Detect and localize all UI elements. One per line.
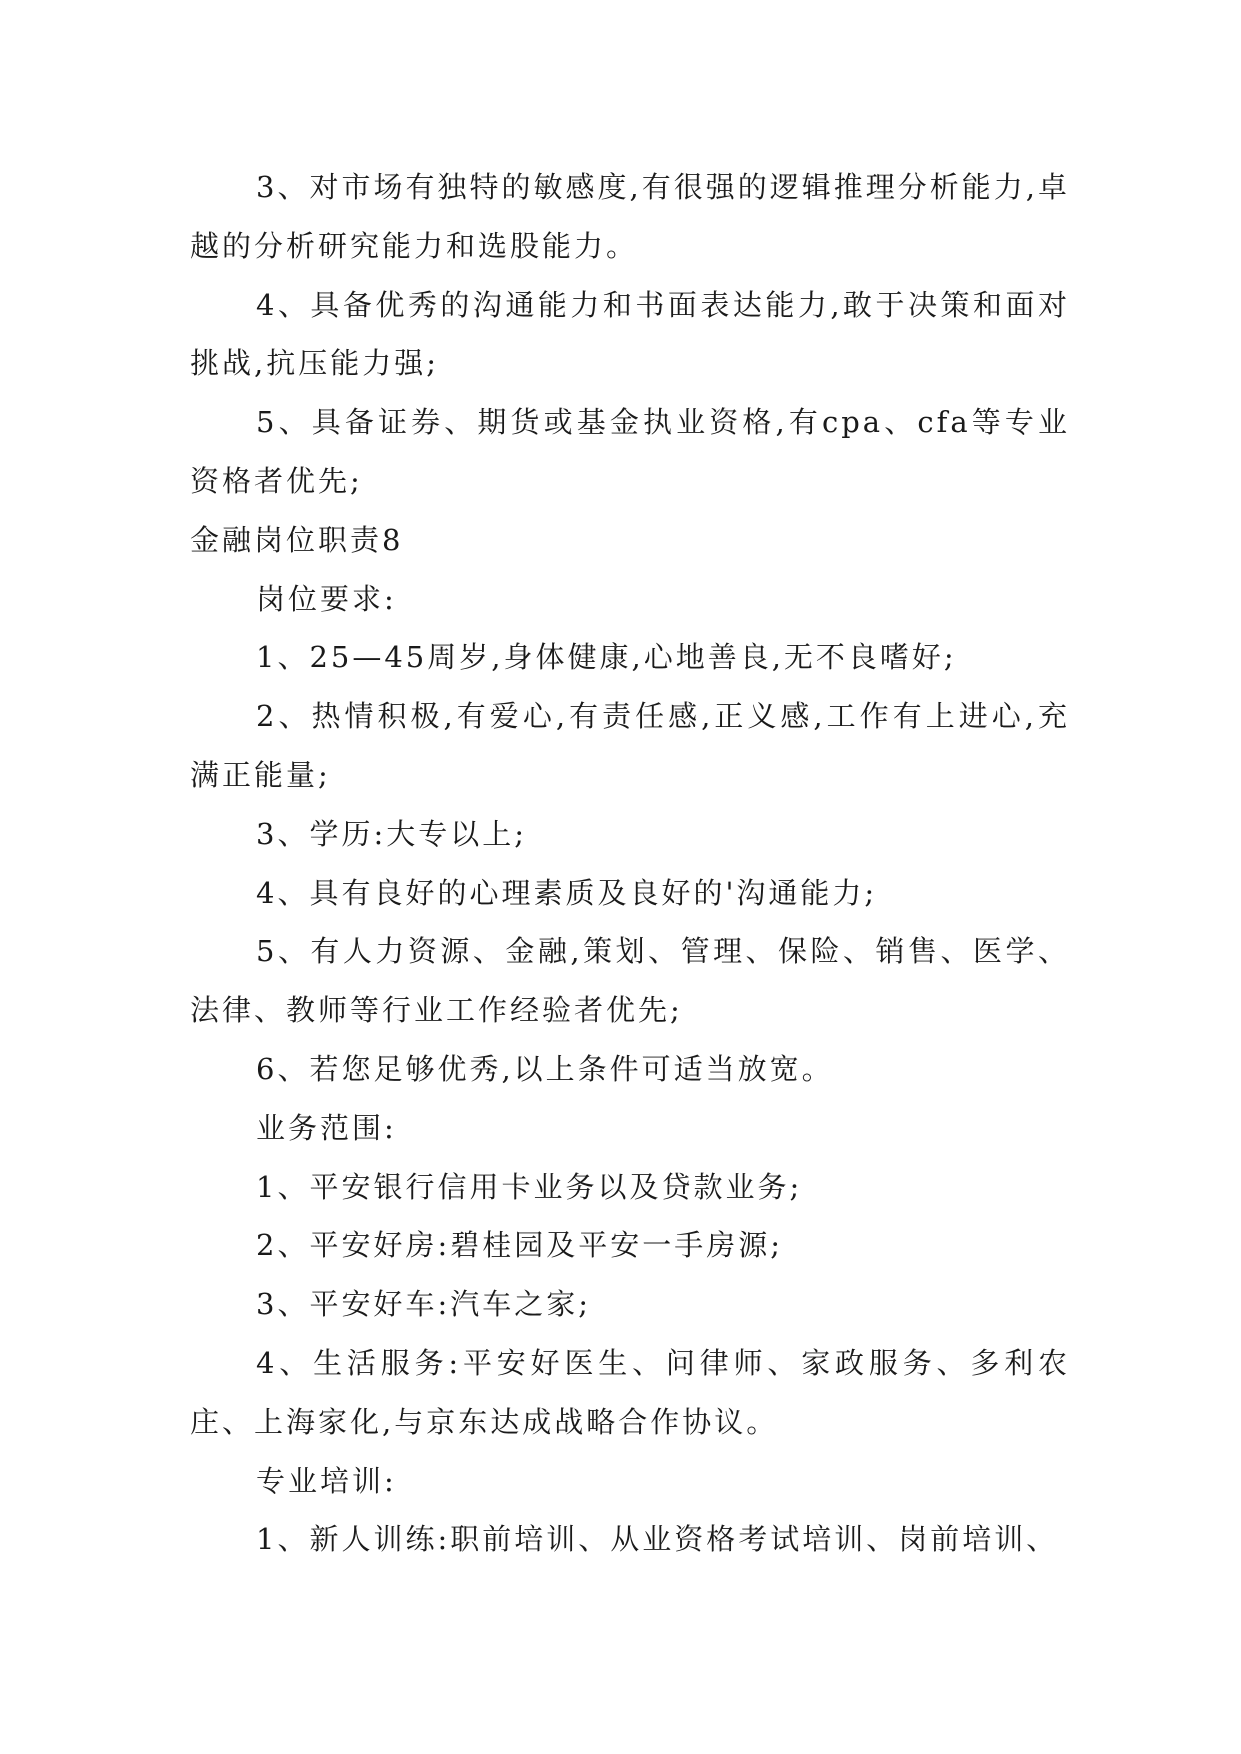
paragraph-psychological-quality: 4、具有良好的心理素质及良好的'沟通能力; bbox=[256, 875, 878, 910]
paragraph-market-sensitivity: 3、对市场有独特的敏感度,有很强的逻辑推理分析能力,卓越的分析研究能力和选股能力。 bbox=[190, 170, 1070, 263]
paragraph-enthusiasm: 2、热情积极,有爱心,有责任感,正义感,工作有上进心,充满正能量; bbox=[190, 699, 1070, 792]
subheading-business-scope: 业务范围: bbox=[256, 1110, 397, 1145]
subheading-professional-training: 专业培训: bbox=[256, 1463, 397, 1498]
paragraph-education: 3、学历:大专以上; bbox=[256, 816, 527, 851]
paragraph-age-health: 1、25—45周岁,身体健康,心地善良,无不良嗜好; bbox=[256, 640, 957, 675]
paragraph-newcomer-training: 1、新人训练:职前培训、从业资格考试培训、岗前培训、 bbox=[256, 1522, 1059, 1557]
paragraph-ping-an-car: 3、平安好车:汽车之家; bbox=[256, 1287, 591, 1322]
subheading-job-requirements: 岗位要求: bbox=[256, 581, 397, 616]
paragraph-communication-skills: 4、具备优秀的沟通能力和书面表达能力,敢于决策和面对挑战,抗压能力强; bbox=[190, 287, 1070, 381]
paragraph-industry-experience: 5、有人力资源、金融,策划、管理、保险、销售、医学、法律、教师等行业工作经验者优先; bbox=[190, 934, 1070, 1028]
document-body bbox=[190, 158, 1070, 1569]
section-heading-job-duties-8: 金融岗位职责8 bbox=[190, 522, 404, 557]
paragraph-ping-an-housing: 2、平安好房:碧桂园及平安一手房源; bbox=[256, 1228, 783, 1263]
paragraph-qualifications: 5、具备证券、期货或基金执业资格,有cpa、cfa等专业资格者优先; bbox=[190, 405, 1070, 498]
paragraph-relaxed-conditions: 6、若您足够优秀,以上条件可适当放宽。 bbox=[256, 1051, 834, 1086]
paragraph-credit-card-loans: 1、平安银行信用卡业务以及贷款业务; bbox=[256, 1169, 803, 1204]
paragraph-life-services: 4、生活服务:平安好医生、问律师、家政服务、多利农庄、上海家化,与京东达成战略合作协议。 bbox=[190, 1345, 1070, 1439]
